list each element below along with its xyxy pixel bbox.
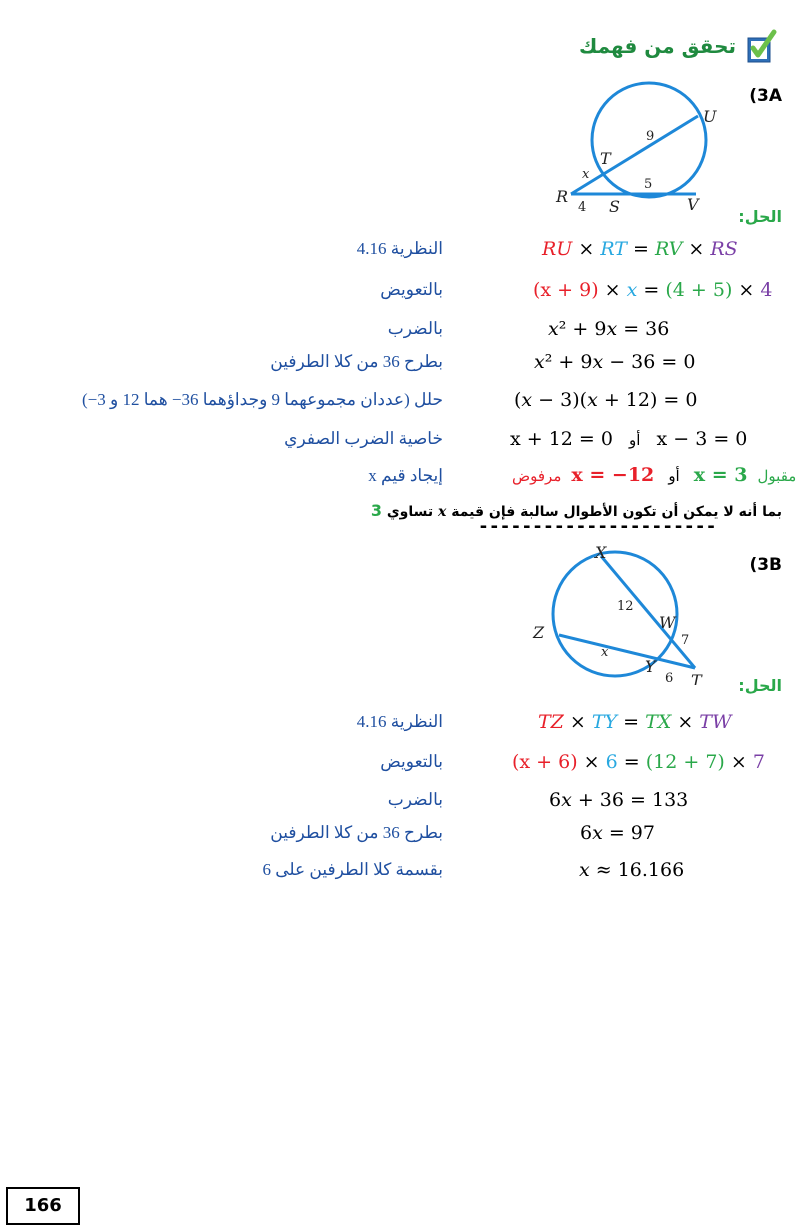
- equation-3a-3: x² + 9x = 36: [548, 318, 670, 340]
- point-t: T: [691, 671, 702, 685]
- reason-3a-1: النظرية 4.16: [356, 239, 443, 258]
- seg-label-9: 9: [646, 129, 655, 144]
- reason-3a-5: حلل (عددان مجموعهما 9 وجداؤهما 36− هما 12 و 3−): [81, 390, 443, 409]
- point-r: R: [556, 187, 569, 206]
- point-z: Z: [533, 623, 545, 642]
- point-y: Y: [645, 657, 656, 676]
- equation-3a-5: (x − 3)(x + 12) = 0: [514, 389, 698, 411]
- conclusion-3a: بما أنه لا يمكن أن تكون الأطوال سالبة فإن قيمة x تساوي 3: [370, 501, 782, 520]
- point-u: U: [703, 107, 717, 126]
- circle-diagram-3a: [548, 78, 728, 218]
- reason-3a-7: إيجاد قيم x: [368, 466, 443, 485]
- reason-3a-4: بطرح 36 من كلا الطرفين: [270, 352, 443, 371]
- section-title: تحقق من فهمك: [579, 34, 736, 58]
- divider: ----------------------: [478, 516, 717, 537]
- equation-3a-6: x − 3 = 0 أو x + 12 = 0: [510, 428, 748, 450]
- reason-3b-4: بطرح 36 من كلا الطرفين: [270, 823, 443, 842]
- header: [580, 28, 780, 68]
- point-v: V: [687, 195, 699, 214]
- seg-label-7: 7: [681, 633, 690, 648]
- seg-label-x-b: x: [601, 645, 609, 660]
- point-x: X: [595, 543, 607, 562]
- reason-3b-3: بالضرب: [387, 790, 443, 809]
- point-s: S: [609, 197, 620, 216]
- equation-3b-3: 6x + 36 = 133: [549, 789, 689, 811]
- reason-3a-6: خاصية الضرب الصفري: [284, 429, 443, 448]
- point-w: W: [659, 613, 676, 632]
- seg-label-4: 4: [578, 200, 587, 215]
- reason-3b-5: بقسمة كلا الطرفين على 6: [262, 860, 443, 879]
- equation-3b-4: 6x = 97: [580, 822, 655, 844]
- circle-diagram-3b: [525, 540, 725, 685]
- equation-3b-1: TZ × TY = TX × TW: [538, 711, 732, 733]
- seg-label-6: 6: [665, 671, 674, 685]
- page-number: 166: [6, 1187, 80, 1225]
- secant-tx: [601, 556, 695, 668]
- equation-3b-2: (x + 6) × 6 = (12 + 7) × 7: [512, 751, 765, 773]
- seg-label-12: 12: [617, 599, 634, 614]
- secant-ru: [571, 116, 698, 194]
- checkbox-check-icon: [744, 28, 780, 68]
- problem-label-3b: (3B: [749, 555, 782, 575]
- reason-3a-3: بالضرب: [387, 319, 443, 338]
- solution-label-3b: الحل:: [738, 676, 782, 695]
- equation-3a-7: مقبول x = 3 أو x = −12 مرفوض: [512, 464, 797, 486]
- problem-label-3a: (3A: [749, 86, 782, 106]
- equation-3a-4: x² + 9x − 36 = 0: [534, 351, 696, 373]
- equation-3b-5: x ≈ 16.166: [579, 859, 685, 881]
- equation-3a-1: RU × RT = RV × RS: [542, 238, 738, 260]
- reason-3a-2: بالتعويض: [380, 280, 443, 299]
- solution-label-3a: الحل:: [738, 207, 782, 226]
- reason-3b-1: النظرية 4.16: [356, 712, 443, 731]
- reason-3b-2: بالتعويض: [380, 752, 443, 771]
- point-t: T: [600, 149, 611, 168]
- seg-label-5: 5: [644, 177, 653, 192]
- equation-3a-2: (x + 9) × x = (4 + 5) × 4: [533, 279, 773, 301]
- seg-label-x: x: [582, 167, 590, 182]
